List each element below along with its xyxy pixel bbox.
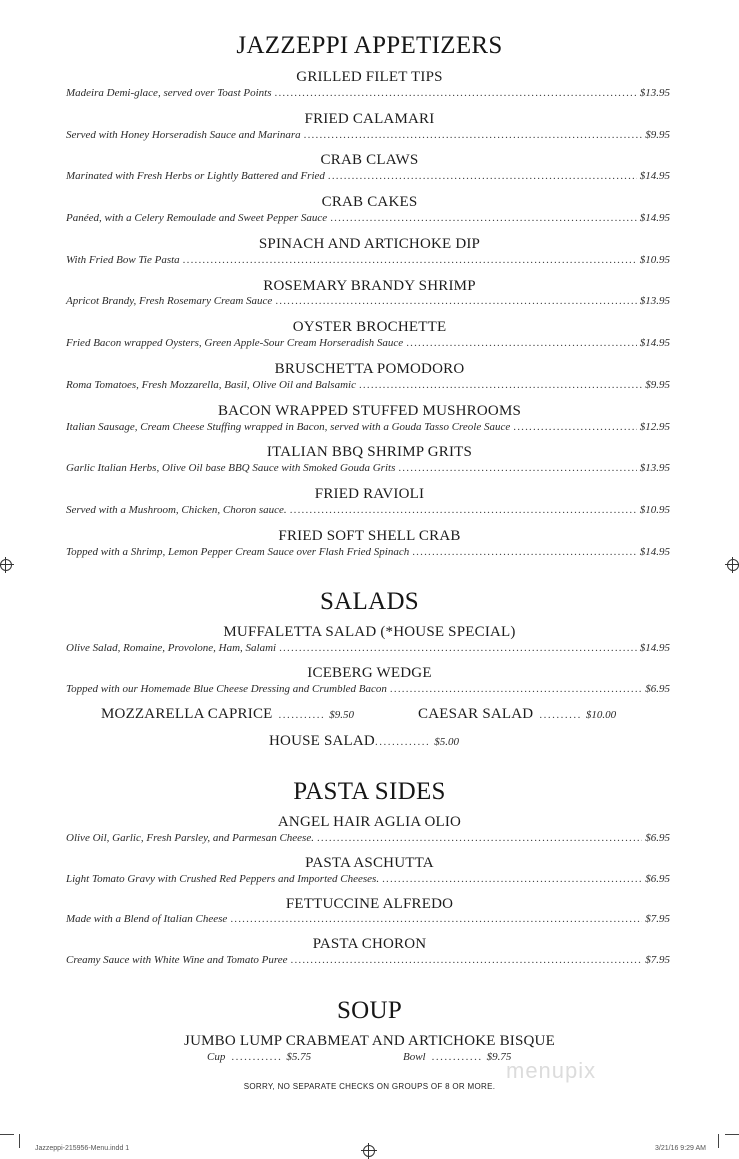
salad-simple-mozzarella: MOZZARELLA CAPRICE ........... $9.50 — [101, 706, 355, 722]
crop-mark-icon — [0, 1134, 14, 1135]
pasta-desc: Light Tomato Gravy with Crushed Red Peppers and Imported Cheeses. — [66, 873, 380, 885]
salad-simple-name: CAESAR SALAD — [418, 706, 534, 722]
appetizer-name: FRIED CALAMARI — [304, 111, 435, 127]
crop-mark-icon — [725, 1134, 739, 1135]
appetizer-desc: Served with a Mushroom, Chicken, Choron sauce. — [66, 504, 287, 516]
appetizers-title: JAZZEPPI APPETIZERS — [236, 32, 503, 59]
salad-name: MUFFALETTA SALAD (*HOUSE SPECIAL) — [223, 624, 516, 640]
pasta-name: ANGEL HAIR AGLIA OLIO — [277, 814, 462, 830]
appetizer-desc: Fried Bacon wrapped Oysters, Green Apple-Sour Cream Horseradish Sauce — [66, 337, 404, 349]
salad-price: $6.95 — [645, 683, 670, 695]
pasta-name: FETTUCCINE ALFREDO — [285, 896, 454, 912]
salad-simple-name: MOZZARELLA CAPRICE — [101, 706, 273, 722]
appetizer-desc: Garlic Italian Herbs, Olive Oil base BBQ Sauce with Smoked Gouda Grits — [66, 462, 396, 474]
appetizer-line — [66, 254, 670, 267]
appetizer-line — [66, 421, 670, 434]
footer-timestamp: 3/21/16 9:29 AM — [655, 1145, 706, 1152]
salads-title: SALADS — [319, 588, 420, 615]
pasta-price: $6.95 — [645, 832, 670, 844]
pasta-price: $6.95 — [645, 873, 670, 885]
appetizer-line — [66, 337, 670, 350]
appetizer-name: FRIED SOFT SHELL CRAB — [278, 528, 461, 544]
appetizer-price: $14.95 — [639, 337, 670, 349]
appetizer-name: CRAB CLAWS — [320, 152, 419, 168]
appetizer-line — [66, 295, 670, 308]
appetizer-price: $14.95 — [639, 170, 670, 182]
crop-mark-icon — [19, 1134, 20, 1148]
crop-mark-icon — [718, 1134, 719, 1148]
appetizer-price: $14.95 — [639, 212, 670, 224]
salad-line — [66, 683, 670, 696]
salad-price: $14.95 — [639, 642, 670, 654]
soup-cup-price: $5.75 — [286, 1051, 312, 1063]
appetizer-price: $13.95 — [639, 87, 670, 99]
appetizer-line — [66, 170, 670, 183]
pasta-desc: Olive Oil, Garlic, Fresh Parsley, and Parmesan Cheese. — [66, 832, 314, 844]
salad-desc: Olive Salad, Romaine, Provolone, Ham, Salami — [66, 642, 277, 654]
pasta-desc: Creamy Sauce with White Wine and Tomato Puree — [66, 954, 288, 966]
salad-simple-house: HOUSE SALAD ............. $5.00 — [269, 733, 459, 749]
pasta-line — [66, 832, 670, 845]
appetizer-desc: Madeira Demi-glace, served over Toast Points — [66, 87, 272, 99]
footer-file-name: Jazzeppi-215956-Menu.indd 1 — [35, 1145, 130, 1152]
appetizer-price: $9.95 — [645, 129, 670, 141]
appetizer-line — [66, 212, 670, 225]
appetizer-desc: With Fried Bow Tie Pasta — [66, 254, 180, 266]
salad-simple-price: $5.00 — [434, 736, 459, 748]
appetizer-name: GRILLED FILET TIPS — [296, 69, 443, 85]
separate-checks-note: SORRY, NO SEPARATE CHECKS ON GROUPS OF 8 OR MORE. — [243, 1082, 496, 1091]
menupix-watermark: menupix — [506, 1058, 597, 1083]
appetizer-line — [66, 462, 670, 475]
salad-simple-name: HOUSE SALAD — [269, 733, 375, 749]
appetizer-name: FRIED RAVIOLI — [314, 486, 425, 502]
appetizer-price: $12.95 — [639, 421, 670, 433]
registration-mark-icon — [727, 559, 739, 571]
salad-desc: Topped with our Homemade Blue Cheese Dressing and Crumbled Bacon — [66, 683, 387, 695]
appetizer-price: $10.95 — [639, 254, 670, 266]
pasta-name: PASTA ASCHUTTA — [305, 855, 434, 871]
registration-mark-icon — [363, 1145, 375, 1157]
appetizer-desc: Italian Sausage, Cream Cheese Stuffing wrapped in Bacon, served with a Gouda Tasso Creole Sauce — [66, 421, 511, 433]
registration-mark-icon — [0, 559, 12, 571]
pasta-line — [66, 913, 670, 926]
salad-name: ICEBERG WEDGE — [307, 665, 432, 681]
appetizer-desc: Marinated with Fresh Herbs or Lightly Battered and Fried — [66, 170, 325, 182]
appetizer-name: ROSEMARY BRANDY SHRIMP — [263, 278, 476, 294]
soup-bowl-price: $9.75 — [486, 1051, 512, 1063]
appetizer-name: OYSTER BROCHETTE — [292, 319, 447, 335]
soup-title: SOUP — [336, 997, 403, 1024]
salad-simple-price: $10.00 — [585, 709, 617, 721]
soup-bowl-label: Bowl — [403, 1051, 426, 1063]
pasta-desc: Made with a Blend of Italian Cheese — [66, 913, 228, 925]
appetizer-line — [66, 546, 670, 559]
appetizer-name: BRUSCHETTA POMODORO — [274, 361, 465, 377]
appetizer-price: $14.95 — [639, 546, 670, 558]
appetizer-desc: Served with Honey Horseradish Sauce and Marinara — [66, 129, 301, 141]
appetizer-line — [66, 379, 670, 392]
appetizer-desc: Roma Tomatoes, Fresh Mozzarella, Basil, Olive Oil and Balsamic — [66, 379, 356, 391]
appetizer-desc: Panéed, with a Celery Remoulade and Sweet Pepper Sauce — [66, 212, 328, 224]
soup-cup-label: Cup — [207, 1051, 226, 1063]
pasta-price: $7.95 — [645, 913, 670, 925]
appetizer-price: $13.95 — [639, 295, 670, 307]
appetizer-line — [66, 129, 670, 142]
salad-line — [66, 642, 670, 655]
appetizer-price: $9.95 — [645, 379, 670, 391]
appetizer-desc: Topped with a Shrimp, Lemon Pepper Cream Sauce over Flash Fried Spinach — [66, 546, 410, 558]
appetizer-price: $10.95 — [639, 504, 670, 516]
soup-bowl: Bowl ............ $9.75 — [403, 1051, 512, 1063]
appetizer-name: SPINACH AND ARTICHOKE DIP — [258, 236, 481, 252]
appetizer-name: ITALIAN BBQ SHRIMP GRITS — [266, 444, 473, 460]
appetizer-desc: Apricot Brandy, Fresh Rosemary Cream Sauce — [66, 295, 273, 307]
appetizer-name: CRAB CAKES — [321, 194, 418, 210]
appetizer-name: BACON WRAPPED STUFFED MUSHROOMS — [217, 403, 522, 419]
appetizer-price: $13.95 — [639, 462, 670, 474]
appetizer-line — [66, 87, 670, 100]
soup-cup: Cup ............ $5.75 — [207, 1051, 312, 1063]
appetizer-line — [66, 504, 670, 517]
pasta-line — [66, 954, 670, 967]
pasta-name: PASTA CHORON — [312, 936, 427, 952]
pasta-line — [66, 873, 670, 886]
pasta-title: PASTA SIDES — [293, 778, 446, 805]
soup-name: JUMBO LUMP CRABMEAT AND ARTICHOKE BISQUE — [184, 1033, 555, 1049]
pasta-price: $7.95 — [645, 954, 670, 966]
salad-simple-caesar: CAESAR SALAD .......... $10.00 — [418, 706, 617, 722]
salad-simple-price: $9.50 — [329, 709, 355, 721]
